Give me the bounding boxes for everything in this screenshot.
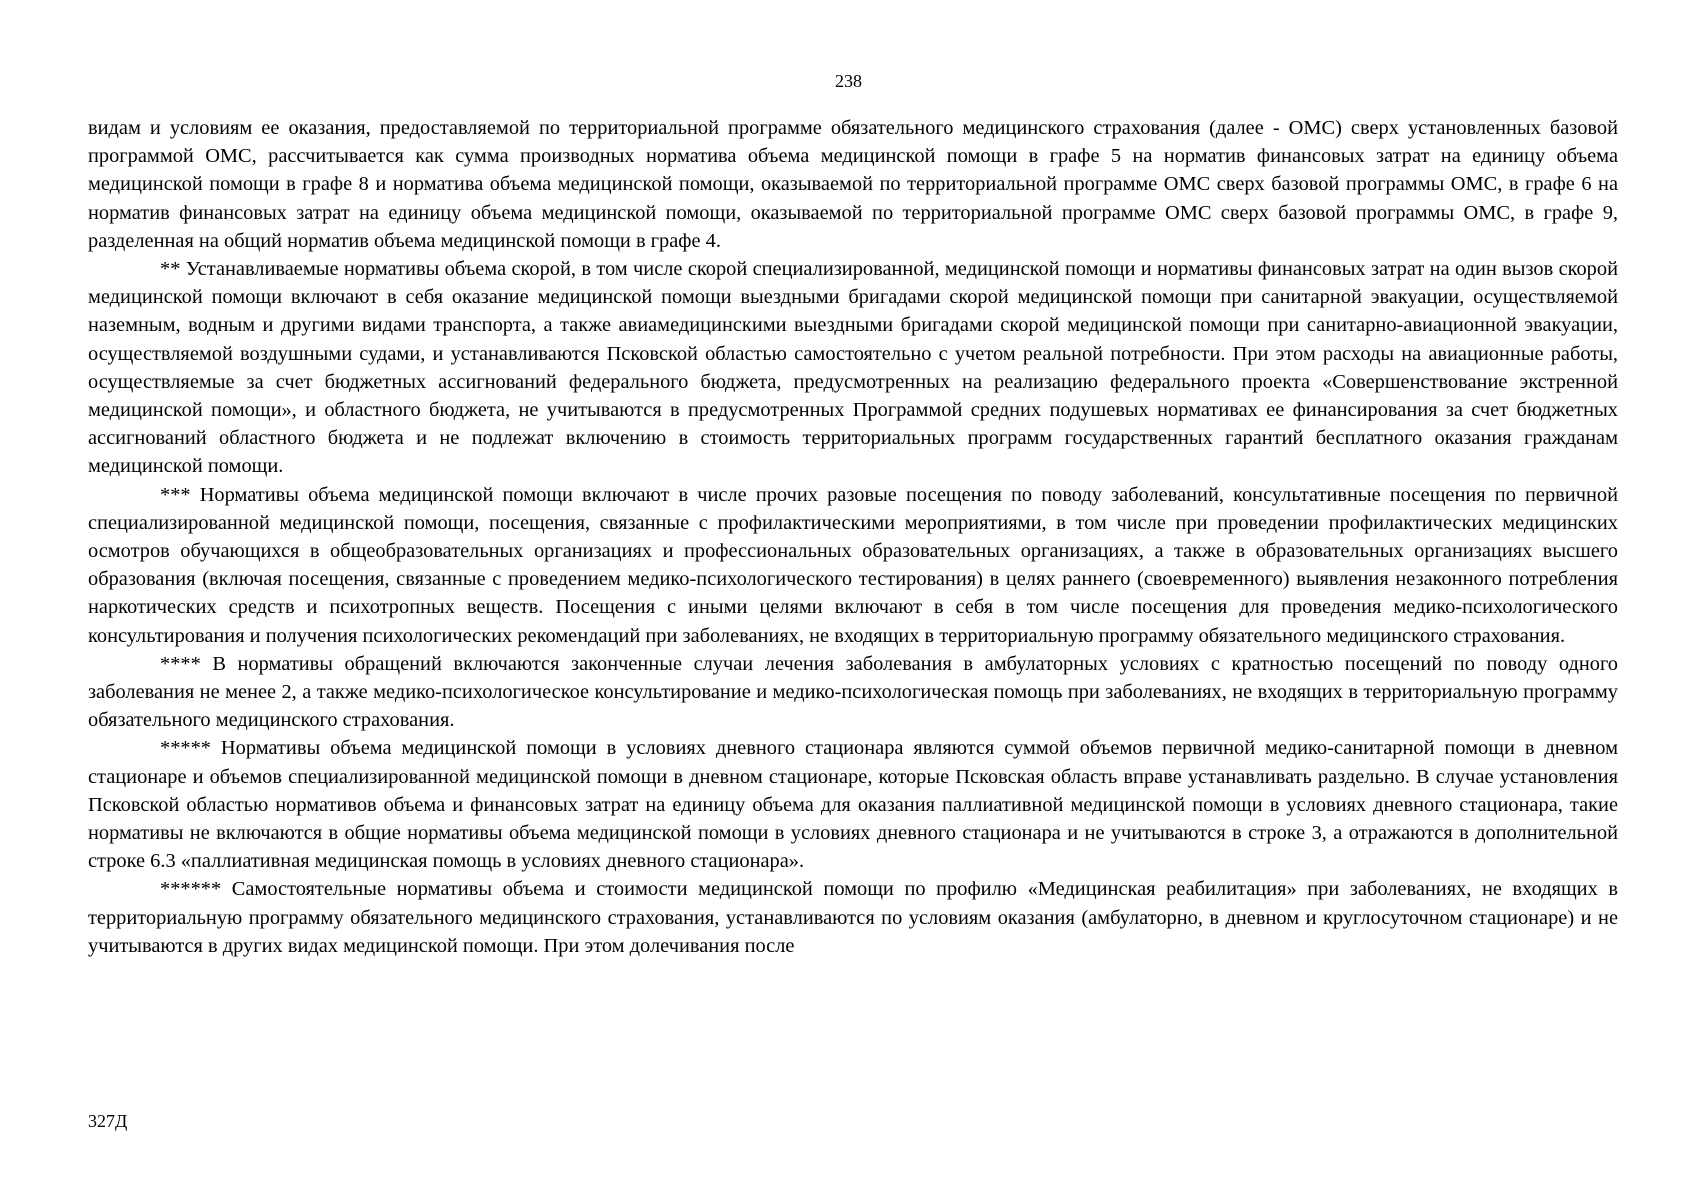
paragraph-continuation: видам и условиям ее оказания, предоставляемой по территориальной программе обязательного медицинского страхования (далее - ОМС) сверх установленных базовой программой ОМС, рассчитывается как сумма производных норматива объема медицинской помощи в графе 5 на норматив финансовых затрат на единицу объема медицинской помощи в графе 8 и норматива объема медицинской помощи, оказываемой по территориальной программе ОМС сверх базовой программы ОМС, в графе 6 на норматив финансовых затрат на единицу объема медицинской помощи, оказываемой по территориальной программе ОМС сверх базовой программы ОМС, в графе 9, разделенная на общий норматив объема медицинской помощи в графе 4. xyxy=(88,117,1618,252)
footnote-4: **** В нормативы обращений включаются законченные случаи лечения заболевания в амбулаторных условиях с кратностью посещений по поводу одного заболевания не менее 2, а также медико-психологическое консультирование и медико-психологическая помощь при заболеваниях, не входящих в территориальную программу обязательного медицинского страхования. xyxy=(88,652,1618,732)
footnote-2: ** Устанавливаемые нормативы объема скорой, в том числе скорой специализированной, медицинской помощи и нормативы финансовых затрат на один вызов скорой медицинской помощи включают в себя оказание медицинской помощи выездными бригадами скорой медицинской помощи при санитарной эвакуации, осуществляемой наземным, водным и другими видами транспорта, а также авиамедицинскими выездными бригадами скорой медицинской помощи при санитарно-авиационной эвакуации, осуществляемой воздушными судами, и устанавливаются Псковской областью самостоятельно с учетом реальной потребности. При этом расходы на авиационные работы, осуществляемые за счет бюджетных ассигнований федерального бюджета, предусмотренных на реализацию федерального проекта «Совершенствование экстренной медицинской помощи», и областного бюджета, не учитываются в предусмотренных Программой средних подушевых нормативах ее финансирования за счет бюджетных ассигнований областного бюджета и не подлежат включению в стоимость территориальных программ государственных гарантий бесплатного оказания гражданам медицинской помощи. xyxy=(88,258,1618,478)
page-number: 238 xyxy=(835,71,862,91)
document-code: 327Д xyxy=(88,1111,128,1131)
footnote-3: *** Нормативы объема медицинской помощи включают в числе прочих разовые посещения по поводу заболеваний, консультативные посещения по первичной специализированной медицинской помощи, посещения, связанные с профилактическими мероприятиями, в том числе при проведении профилактических медицинских осмотров обучающихся в общеобразовательных организациях и профессиональных образовательных организациях, а также в образовательных организациях высшего образования (включая посещения, связанные с проведением медико-психологического тестирования) в целях раннего (своевременного) выявления незаконного потребления наркотических средств и психотропных веществ. Посещения с иными целями включают в себя в том числе посещения для проведения медико-психологического консультирования и получения психологических рекомендаций при заболеваниях, не входящих в территориальную программу обязательного медицинского страхования. xyxy=(88,483,1618,647)
footnote-5: ***** Нормативы объема медицинской помощи в условиях дневного стационара являются суммой объемов первичной медико-санитарной помощи в дневном стационаре и объемов специализированной медицинской помощи в дневном стационаре, которые Псковская область вправе устанавливать раздельно. В случае установления Псковской областью нормативов объема и финансовых затрат на единицу объема для оказания паллиативной медицинской помощи в условиях дневного стационара, такие нормативы не включаются в общие нормативы объема медицинской помощи в условиях дневного стационара и не учитываются в строке 3, а отражаются в дополнительной строке 6.3 «паллиативная медицинская помощь в условиях дневного стационара». xyxy=(88,737,1618,873)
footnote-6: ****** Самостоятельные нормативы объема и стоимости медицинской помощи по профилю «Медицинская реабилитация» при заболеваниях, не входящих в территориальную программу обязательного медицинского страхования, устанавливаются по условиям оказания (амбулаторно, в дневном и круглосуточном стационаре) и не учитываются в других видах медицинской помощи. При этом долечивания после xyxy=(88,878,1618,957)
document-body xyxy=(88,114,1618,960)
